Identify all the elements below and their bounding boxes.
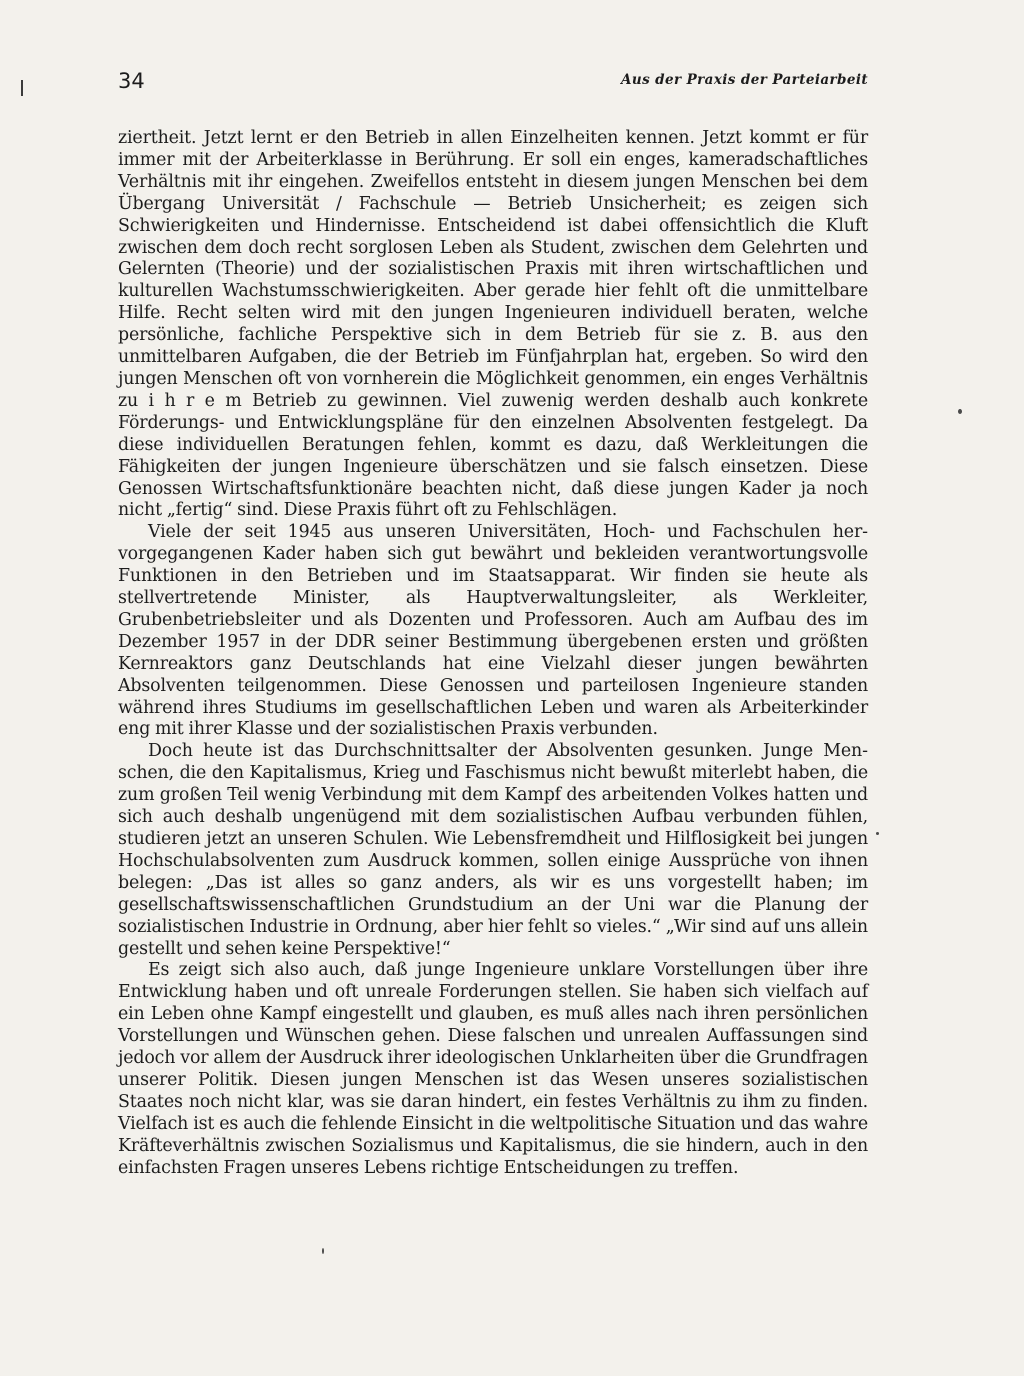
ink-speck [322,1248,324,1254]
margin-mark [21,80,23,96]
paragraph-3: Doch heute ist das Durchschnittsalter der Absolventen gesunken. Junge Menschen, die den Kapitalismus, Krieg und Faschismus nicht bewußt miterlebt haben, die zum großen Teil wenig Verbindung mit dem Kampf des arbeitenden Volkes hatten und sich auch deshalb ungenügend mit dem sozialistischen Aufbau verbunden fühlen, studieren jetzt an unseren Schulen. Wie Lebensfremdheit und Hilflosigkeit bei jungen Hochschulabsolventen zum Ausdruck kommen, sollen einige Aussprüche von ihnen belegen: „Das ist alles so ganz anders, als wir es uns vorgestellt haben; im gesellschaftswissenschaftlichen Grundstudium an der Uni war die Planung der sozialistischen Industrie in Ordnung, aber hier fehlt so vieles.“ „Wir sind auf uns allein gestellt und sehen keine Perspektive!“ [118,741,868,959]
ink-speck [876,832,879,835]
paragraph-4: Es zeigt sich also auch, daß junge Ingenieure unklare Vorstellungen über ihre Entwicklung haben und oft unreale Forderungen stellen. Sie haben sich vielfach auf ein Leben ohne Kampf eingestellt und glauben, es muß alles nach ihren persönlichen Vorstellungen und Wünschen gehen. Diese falschen und unrealen Auffassungen sind jedoch vor allem der Ausdruck ihrer ideologischen Unklarheiten über die Grundfragen unserer Politik. Diesen jungen Menschen ist das Wesen unseres sozialistischen Staates noch nicht klar, was sie daran hindert, ein festes Verhältnis zu ihm zu finden. Vielfach ist es auch die fehlende Einsicht in die weltpolitische Situation und das wahre Kräfteverhältnis zwischen Sozialismus und Kapitalismus, die sie hindern, auch in den einfachsten Fragen unseres Lebens richtige Entscheidungen zu treffen. [118,960,868,1178]
paragraph-1: ziertheit. Jetzt lernt er den Betrieb in allen Einzelheiten kennen. Jetzt kommt er für immer mit der Arbeiterklasse in Berührung. Er soll ein enges, kameradschaftliches Verhältnis mit ihr eingehen. Zweifellos entsteht in diesem jungen Menschen bei dem Übergang Universität / Fachschule — Betrieb Unsicherheit; es zeigen sich Schwierigkeiten und Hindernisse. Entscheidend ist dabei offensichtlich die Kluft zwischen dem doch recht sorglosen Leben als Student, zwischen dem Gelehrten und Gelernten (Theorie) und der sozialistischen Praxis mit ihren wirtschaftlichen und kulturellen Wachstumsschwierigkeiten. Aber gerade hier fehlt oft die unmittelbare Hilfe. Recht selten wird mit den jungen Ingenieuren individuell beraten, welche persönliche, fachliche Perspektive sich in dem Betrieb für sie z. B. aus den unmittelbaren Aufgaben, die der Betrieb im Fünfjahrplan hat, ergeben. So wird den jungen Menschen oft von vornherein die Möglichkeit genommen, ein enges Verhältnis zu i h r e m Betrieb zu gewinnen. Viel zuwenig werden deshalb auch konkrete Förderungs- und Entwicklungspläne für den einzelnen Absolventen festgelegt. Da diese individuellen Beratungen fehlen, kommt es dazu, daß Werkleitungen die Fähigkeiten der jungen Ingenieure überschätzen und sie falsch einsetzen. Diese Genossen Wirtschaftsfunktionäre beachten nicht, daß diese jungen Kader ja noch nicht „fertig“ sind. Diese Praxis führt oft zu Fehlschlägen. [118,128,868,521]
body-text [118,128,868,1180]
page-number: 34 [118,69,145,93]
page-header [118,66,868,100]
running-head: Aus der Praxis der Parteiarbeit [620,72,868,88]
ink-speck [958,409,962,414]
paragraph-2: Viele der seit 1945 aus unseren Universitäten, Hoch- und Fachschulen hervorgegangenen Kader haben sich gut bewährt und bekleiden verantwortungsvolle Funktionen in den Betrieben und im Staatsapparat. Wir finden sie heute als stellvertretende Minister, als Hauptverwaltungsleiter, als Werkleiter, Grubenbetriebsleiter und als Dozenten und Professoren. Auch am Aufbau des im Dezember 1957 in der DDR seiner Bestimmung übergebenen ersten und größten Kernreaktors ganz Deutschlands hat eine Vielzahl dieser jungen bewährten Absolventen teilgenommen. Diese Genossen und parteilosen Ingenieure standen während ihres Studiums im gesellschaftlichen Leben und waren als Arbeiterkinder eng mit ihrer Klasse und der sozialistischen Praxis verbunden. [118,522,868,740]
